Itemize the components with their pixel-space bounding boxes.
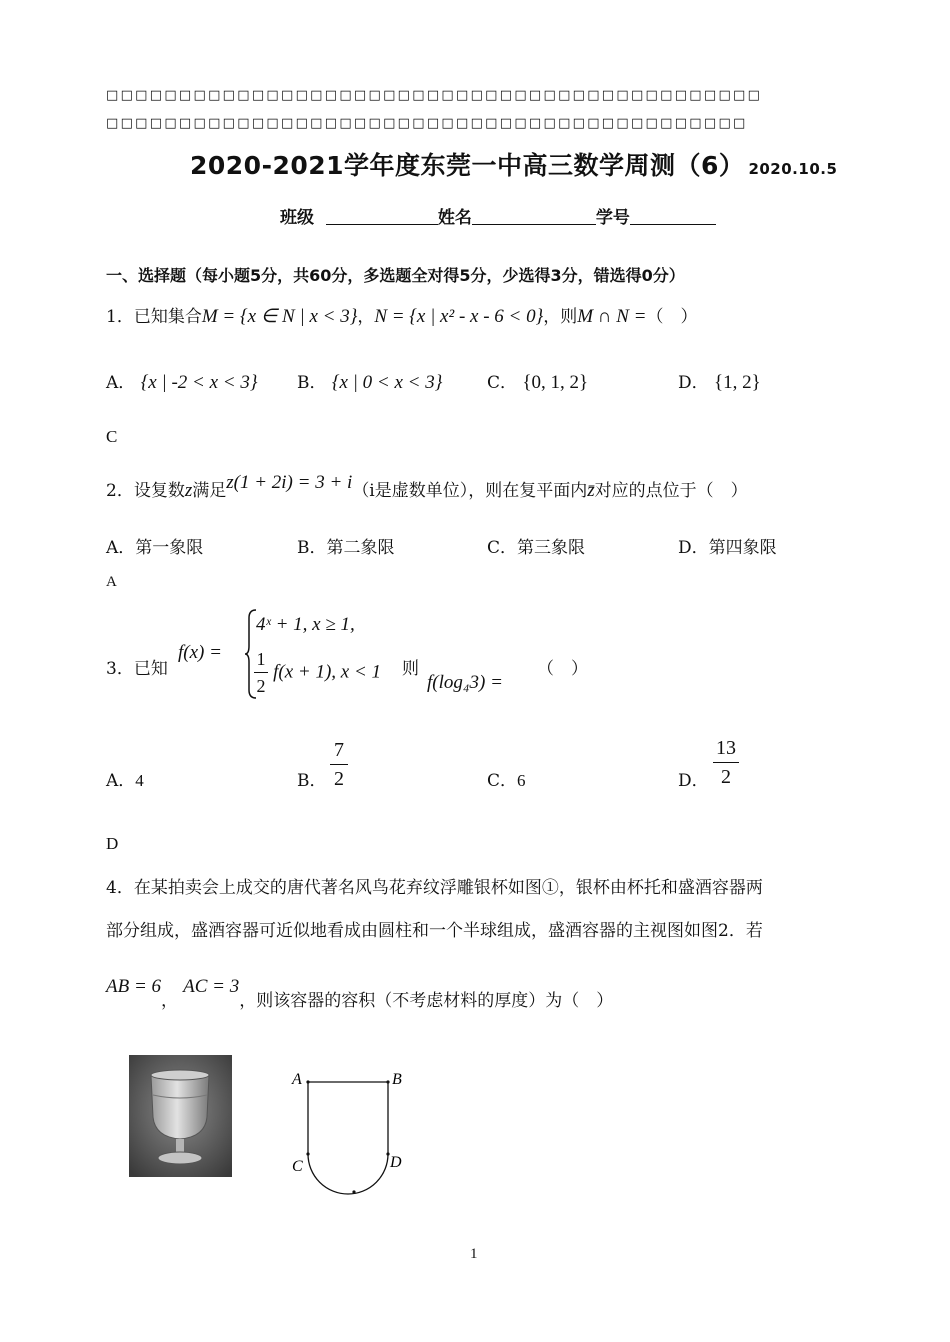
label-d: D [390,1154,402,1171]
q1-comma: ， [357,307,375,327]
page-number: 1 [470,1246,478,1262]
q1-set-n: N = {x | x² - x - 6 < 0} [374,306,544,327]
q1-then: ，则 [543,307,578,327]
q1-answer: C [106,427,118,446]
q1-c-label: C． [487,373,518,393]
q1-option-d[interactable] [678,368,761,394]
title-date: 2020.10.5 [748,160,838,178]
q4-ab: AB = 6 [106,976,162,997]
id-blank[interactable] [630,208,716,225]
q3-a-value: 4 [135,771,144,790]
q3-option-d-label[interactable]: D． [678,771,709,791]
q3-half-den: 2 [256,676,266,696]
section-heading: 一、选择题（每小题5分，共60分，多选题全对得5分，少选得3分，错选得0分） [106,266,685,285]
garbled-header-row-1: □□□□□□□□□□□□□□□□□□□□□□□□□□□□□□□□□□□□□□□□□□□□□ [106,88,763,103]
q3-option-b-label[interactable]: B． [297,771,327,791]
q4-line-2: 部分组成，盛酒容器可近似地看成由圆柱和一个半球组成，盛酒容器的主视图如图2．若 [106,921,763,941]
garbled-header-row-2: □□□□□□□□□□□□□□□□□□□□□□□□□□□□□□□□□□□□□□□□□□□□ [106,116,748,131]
q1-option-c[interactable] [487,368,588,394]
q1-a-value: {x | -2 < x < 3} [140,372,258,393]
q1-expr: M ∩ N = [577,306,647,327]
label-a: A [292,1071,302,1088]
q2-prefix: 2．设复数 [106,481,185,501]
student-info-line [280,203,716,228]
q3-half-num: 1 [256,649,266,669]
q3-paren: （ ） [537,659,588,679]
semicircle-cd [308,1154,388,1194]
q3-b-den: 2 [334,768,344,790]
q3-option-c[interactable] [487,766,526,791]
q1-set-m: M = {x ∈ N | x < 3} [201,306,358,327]
q3-case-1: 4ˣ + 1, x ≥ 1, [256,614,355,635]
q1-c-value: {0, 1, 2} [522,372,589,393]
question-1 [106,302,698,328]
q3-option-d-fraction [713,738,739,787]
q2-tail: 对应的点位于（ ） [594,481,748,501]
class-blank[interactable] [326,208,438,225]
q1-b-label: B． [297,373,327,393]
name-blank[interactable] [472,208,596,225]
q4-ac: AC = 3 [183,976,240,997]
title-text: 2020-2021学年度东莞一中高三数学周测（6） [190,151,745,180]
q3-prefix: 3．已知 [106,659,168,679]
label-b: B [392,1071,402,1088]
q3-case-2-rest: f(x + 1), x < 1 [273,661,382,683]
q3-then: 则 [402,659,419,679]
q3-half [254,650,268,695]
question-2 [106,472,748,502]
name-label: 姓名 [437,208,472,228]
q3-option-b-fraction [330,740,348,789]
q2-note: （i是虚数单位），则在复平面内 [352,481,588,501]
page-title [190,146,837,182]
q4-sep: ， [161,991,179,1011]
q1-a-label: A． [106,373,136,393]
q1-d-label: D． [678,373,709,393]
q3-d-num: 13 [716,737,736,759]
q1-paren: （ ） [646,307,698,327]
q2-mid: 满足 [192,481,227,501]
silver-cup-photo [129,1055,232,1177]
q3-answer: D [106,834,119,853]
class-label: 班级 [280,208,314,228]
q4-line-1: 4．在某拍卖会上成交的唐代著名风鸟花弃纹浮雕银杯如图①，银杯由杯托和盛酒容器两 [106,878,763,898]
q2-zbar: z̄ [587,480,595,501]
q3-option-a[interactable] [106,766,144,791]
q3-c-value: 6 [517,771,526,790]
q3-c-label: C． [487,771,518,791]
q1-option-b[interactable] [297,368,442,394]
q4-line-3 [106,972,614,1011]
q2-equation: z(1 + 2i) = 3 + i [226,472,353,493]
q3-d-den: 2 [721,766,731,788]
id-label: 学号 [595,208,630,228]
q3-case-2 [254,650,381,695]
q1-option-a[interactable] [106,368,257,394]
q3-b-num: 7 [334,739,344,761]
q2-option-b[interactable]: B．第二象限 [297,538,395,558]
label-c: C [292,1158,303,1175]
q2-z: z [184,480,193,501]
q4-tail: ，则该容器的容积（不考虑材料的厚度）为（ ） [239,991,614,1011]
q3-f-lhs: f(x) = [178,642,222,663]
q1-d-value: {1, 2} [714,372,761,393]
q1-b-value: {x | 0 < x < 3} [331,372,443,393]
q1-prefix: 1．已知集合 [106,307,202,327]
q3-a-label: A． [106,771,136,791]
q3-query: f(log₄3) = [427,672,503,693]
q2-answer: A [106,574,117,590]
container-front-view-diagram [286,1064,416,1204]
q2-option-d[interactable]: D．第四象限 [678,538,777,558]
q2-option-a[interactable]: A．第一象限 [106,538,204,558]
q2-option-c[interactable]: C．第三象限 [487,538,586,558]
